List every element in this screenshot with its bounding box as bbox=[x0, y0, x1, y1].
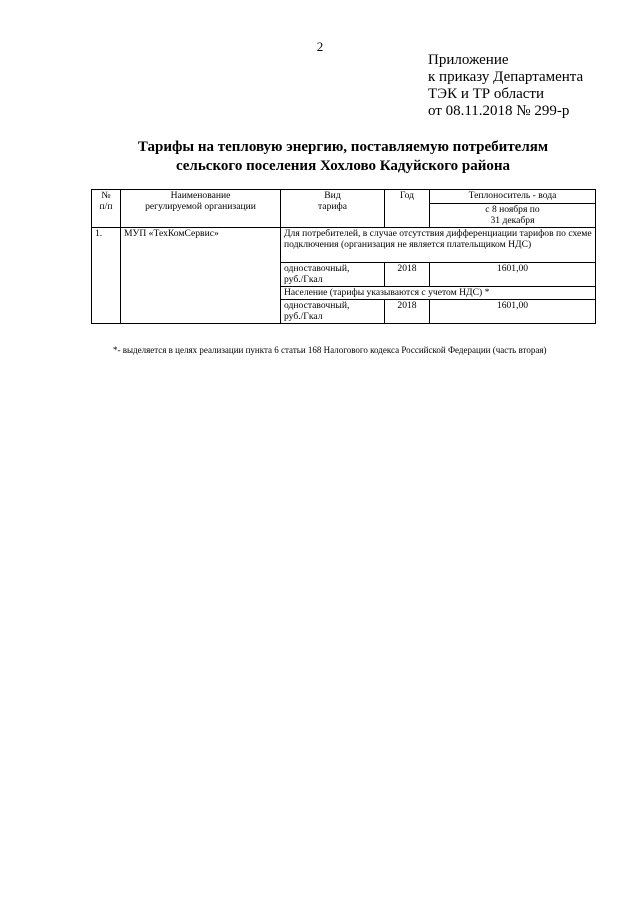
subrow-2-value: 1601,00 bbox=[430, 300, 596, 324]
header-tariff-type: Вид тарифа bbox=[281, 190, 385, 228]
header-period: с 8 ноября по 31 декабря bbox=[430, 204, 596, 228]
subrow-2-type: одноставочный, руб./Гкал bbox=[281, 300, 385, 324]
title-line-1: Тарифы на тепловую энергию, поставляемую потребителям bbox=[137, 139, 549, 155]
page-number: 2 bbox=[316, 39, 324, 54]
appendix-block bbox=[428, 52, 583, 120]
subrow-1-type: одноставочный, руб./Гкал bbox=[281, 263, 385, 287]
header-year: Год bbox=[385, 190, 430, 228]
row-section-consumers: Для потребителей, в случае отсутствия дифференциации тарифов по схеме подключения (организация не является плательщиком НДС) bbox=[281, 228, 596, 263]
subrow-2-year: 2018 bbox=[385, 300, 430, 324]
footnote: *- выделяется в целях реализации пункта 6 статьи 168 Налогового кодекса Российской Федерации (часть вторая) bbox=[113, 345, 547, 355]
header-heat-carrier: Теплоноситель - вода bbox=[430, 190, 596, 204]
subrow-1-year: 2018 bbox=[385, 263, 430, 287]
tariff-table bbox=[91, 189, 596, 324]
row-num: 1. bbox=[92, 228, 121, 324]
document-title bbox=[0, 138, 640, 176]
table-header-row bbox=[92, 190, 596, 204]
appendix-line-4: от 08.11.2018 № 299-р bbox=[428, 103, 570, 119]
row-organization: МУП «ТехКомСервис» bbox=[121, 228, 281, 324]
subrow-1-value: 1601,00 bbox=[430, 263, 596, 287]
row-section-population: Население (тарифы указываются с учетом НДС) * bbox=[281, 287, 596, 300]
appendix-line-3: ТЭК и ТР области bbox=[428, 86, 544, 102]
appendix-line-1: Приложение bbox=[428, 52, 509, 68]
appendix-line-2: к приказу Департамента bbox=[428, 69, 584, 85]
header-num: № п/п bbox=[92, 190, 121, 228]
table-row bbox=[92, 228, 596, 263]
title-line-2: сельского поселения Хохлово Кадуйского района bbox=[175, 158, 511, 174]
header-organization: Наименование регулируемой организации bbox=[121, 190, 281, 228]
